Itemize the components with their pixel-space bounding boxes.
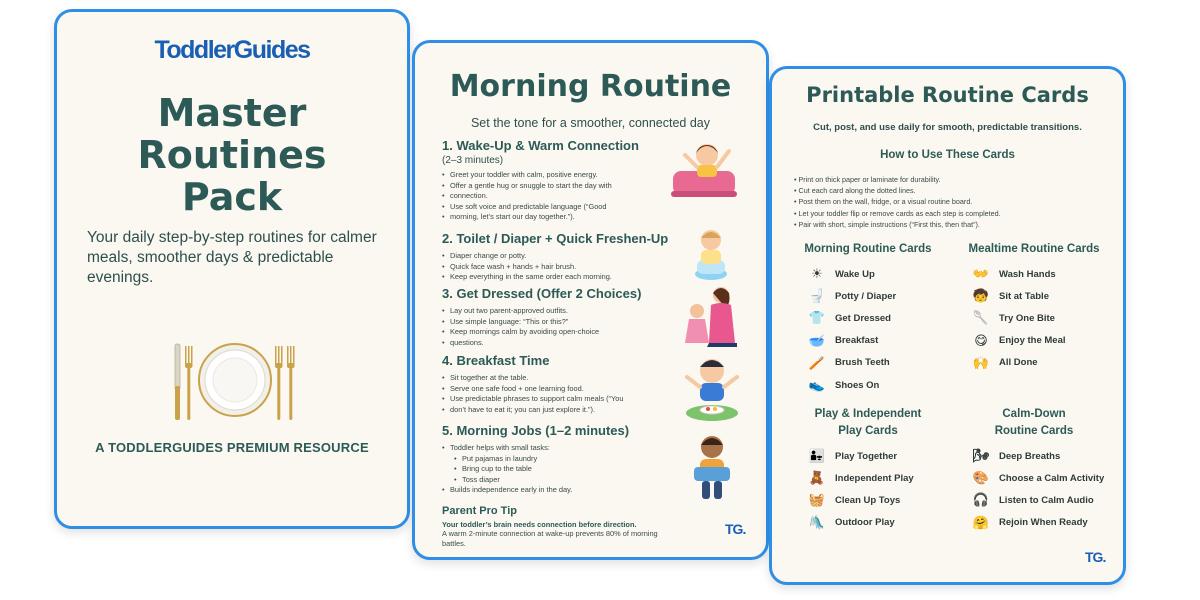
card-item — [972, 445, 1104, 467]
bullet: • Greet your toddler with calm, positive energy. — [442, 170, 692, 181]
card-item — [808, 307, 896, 329]
tip-text: A warm 2-minute connection at wake-up prevents 80% of morning — [442, 529, 658, 538]
morning-section — [442, 286, 692, 348]
blocks-icon: 🧸 — [808, 470, 826, 486]
bullet: • Use predictable phrases to support calm meals (“You — [442, 394, 692, 405]
card-label: Outdoor Play — [835, 517, 895, 529]
card-label: Independent Play — [835, 472, 914, 484]
card-item — [808, 374, 896, 396]
card-label: Brush Teeth — [835, 357, 890, 369]
brand-logo: ToddlerGuides — [154, 36, 310, 64]
card-label: Play Together — [835, 450, 898, 462]
card-item — [808, 263, 896, 285]
morning-routine-page — [412, 40, 769, 560]
calm-cards-list — [972, 445, 1104, 534]
bullet: • Quick face wash + hands + hair brush. — [442, 262, 692, 273]
tg-badge: TG. — [725, 521, 746, 537]
rejoin-icon: 🤗 — [972, 514, 990, 530]
tip-text: battles. — [442, 539, 466, 548]
mealtime-cards-heading: Mealtime Routine Cards — [968, 243, 1100, 255]
toddler-eating-breakfast-icon — [677, 353, 747, 425]
cover-title-line: Pack — [181, 175, 283, 219]
morning-cards-heading: Morning Routine Cards — [804, 243, 932, 255]
shoes-icon: 👟 — [808, 377, 826, 393]
card-label: Wash Hands — [999, 268, 1056, 280]
card-label: Sit at Table — [999, 290, 1049, 302]
how-to-step: • Pair with short, simple instructions (“First this, then that”). — [794, 219, 1114, 230]
morning-section — [442, 231, 692, 283]
section-bullets — [442, 443, 692, 496]
bullet: • Toddler helps with small tasks: — [442, 443, 692, 454]
heading-line: Play Cards — [838, 425, 898, 437]
card-label: Rejoin When Ready — [999, 517, 1088, 529]
toddler-in-bed-icon — [667, 135, 741, 203]
tip-heading: Parent Pro Tip — [442, 505, 517, 517]
sub-bullet: • Bring cup to the table — [442, 464, 692, 475]
heading-line: Routine Cards — [994, 425, 1074, 437]
card-item — [808, 467, 914, 489]
outdoor-play-icon: 🛝 — [808, 514, 826, 530]
calm-cards-heading — [950, 406, 1118, 440]
card-item — [972, 489, 1104, 511]
morning-title: Morning Routine — [449, 69, 732, 104]
tg-badge: TG. — [1085, 549, 1106, 565]
bullet: • Offer a gentle hug or snuggle to start the day with — [442, 181, 692, 192]
bullet: • Diaper change or potty. — [442, 251, 692, 262]
section-heading: 4. Breakfast Time — [442, 353, 550, 368]
child-eating-icon: 😋 — [974, 332, 988, 348]
how-to-step: • Cut each card along the dotted lines. — [794, 185, 1114, 196]
play-cards-list — [808, 445, 914, 534]
bullet: • Use simple language: “This or this?” — [442, 317, 692, 328]
card-item — [808, 330, 896, 352]
toy-bin-icon: 🧺 — [808, 492, 826, 508]
card-label: Try One Bite — [999, 312, 1055, 324]
section-bullets — [442, 251, 692, 283]
potty-icon: 🚽 — [808, 288, 826, 304]
card-label: All Done — [999, 357, 1038, 369]
cover-footer: A TODDLERGUIDES PREMIUM RESOURCE — [95, 440, 369, 455]
card-label: Clean Up Toys — [835, 494, 901, 506]
heading-line: Play & Independent — [814, 408, 922, 420]
section-bullets — [442, 306, 692, 348]
sub-bullet: • Toss diaper — [442, 475, 692, 486]
bullet-continued: • morning, let’s start our day together.”). — [442, 212, 692, 223]
tip-bold-text: Your toddler’s brain needs connection before direction. — [442, 520, 637, 529]
how-to-step: • Post them on the wall, fridge, or a visual routine board. — [794, 196, 1114, 207]
plate-and-cutlery-icon — [165, 336, 305, 426]
toddler-on-potty-icon — [683, 226, 739, 282]
bullet-continued: • connection. — [442, 191, 692, 202]
cover-title — [57, 92, 407, 218]
card-item — [808, 489, 914, 511]
cards-subtitle: Cut, post, and use daily for smooth, predictable transitions. — [813, 122, 1082, 133]
card-label: Wake Up — [835, 268, 875, 280]
cover-title-line: Master — [157, 91, 307, 135]
card-item — [972, 467, 1104, 489]
card-label: Enjoy the Meal — [999, 335, 1066, 347]
breathing-child-icon: 🌬 — [972, 448, 990, 464]
how-to-heading: How to Use These Cards — [880, 149, 1015, 161]
card-item — [972, 352, 1066, 374]
cover-subtitle: Your daily step-by-step routines for calmer meals, smoother days & predictable evenings. — [87, 229, 377, 286]
card-item — [972, 330, 1066, 352]
section-heading: 3. Get Dressed (Offer 2 Choices) — [442, 286, 642, 301]
card-label: Deep Breaths — [999, 450, 1061, 462]
section-bullets — [442, 373, 692, 415]
card-label: Choose a Calm Activity — [999, 472, 1105, 484]
bullet-continued: • don’t have to eat it; you can just explore it.”). — [442, 405, 692, 416]
parent-pro-tip — [442, 505, 707, 549]
card-item — [972, 285, 1066, 307]
mealtime-cards-list — [972, 263, 1066, 374]
cover-title-line: Routines — [137, 133, 327, 177]
parent-dressing-toddler-icon — [677, 283, 743, 349]
card-label: Potty / Diaper — [835, 290, 897, 302]
all-done-icon: 🙌 — [972, 354, 990, 370]
morning-section — [442, 353, 692, 415]
card-label: Get Dressed — [835, 312, 891, 324]
morning-section — [442, 138, 692, 223]
card-item — [972, 307, 1066, 329]
morning-section — [442, 423, 692, 496]
section-heading: 1. Wake-Up & Warm Connection — [442, 138, 639, 153]
bullet: • Keep mornings calm by avoiding open-choice — [442, 327, 692, 338]
bullet-continued: • questions. — [442, 338, 692, 349]
morning-cards-list — [808, 263, 896, 396]
how-to-step: • Let your toddler flip or remove cards as each step is completed. — [794, 208, 1114, 219]
cover-page — [54, 9, 410, 529]
bullet: • Keep everything in the same order each morning. — [442, 272, 692, 283]
child-at-table-icon: 🧒 — [972, 288, 990, 304]
play-cards-heading — [786, 406, 950, 440]
section-heading: 2. Toilet / Diaper + Quick Freshen-Up — [442, 231, 669, 246]
bullet: • Builds independence early in the day. — [442, 485, 692, 496]
headphones-icon: 🎧 — [972, 492, 990, 508]
sun-icon: ☀ — [811, 266, 823, 282]
morning-subtitle: Set the tone for a smoother, connected day — [470, 116, 711, 130]
sub-bullet: • Put pajamas in laundry — [442, 454, 692, 465]
calm-activity-icon: 🎨 — [972, 470, 990, 486]
section-duration: (2–3 minutes) — [442, 155, 504, 166]
bullet: • Sit together at the table. — [442, 373, 692, 384]
heading-line: Calm-Down — [1002, 408, 1066, 420]
bullet: • Use soft voice and predictable language (“Good — [442, 202, 692, 213]
card-item — [972, 263, 1066, 285]
how-to-step: • Print on thick paper or laminate for durability. — [794, 174, 1114, 185]
card-item — [808, 352, 896, 374]
bullet: • Serve one safe food + one learning food. — [442, 384, 692, 395]
section-bullets — [442, 170, 692, 223]
toddler-helping-icon — [685, 433, 739, 505]
bowl-icon: 🥣 — [808, 332, 826, 348]
how-to-steps — [794, 174, 1114, 230]
shirt-icon: 👕 — [808, 310, 826, 326]
bullet: • Lay out two parent-approved outfits. — [442, 306, 692, 317]
hands-icon: 👐 — [972, 266, 990, 282]
routine-cards-page — [769, 66, 1126, 585]
card-item — [808, 512, 914, 534]
card-label: Shoes On — [835, 379, 880, 391]
card-label: Breakfast — [835, 335, 879, 347]
section-heading: 5. Morning Jobs (1–2 minutes) — [442, 423, 630, 438]
bite-icon: 🥄 — [972, 310, 990, 326]
card-label: Listen to Calm Audio — [999, 494, 1094, 506]
cards-title: Printable Routine Cards — [806, 83, 1089, 107]
card-item — [808, 445, 914, 467]
card-item — [972, 512, 1104, 534]
play-together-icon: 👨‍👧 — [808, 448, 826, 464]
toothbrush-icon: 🪥 — [808, 354, 826, 370]
card-item — [808, 285, 896, 307]
